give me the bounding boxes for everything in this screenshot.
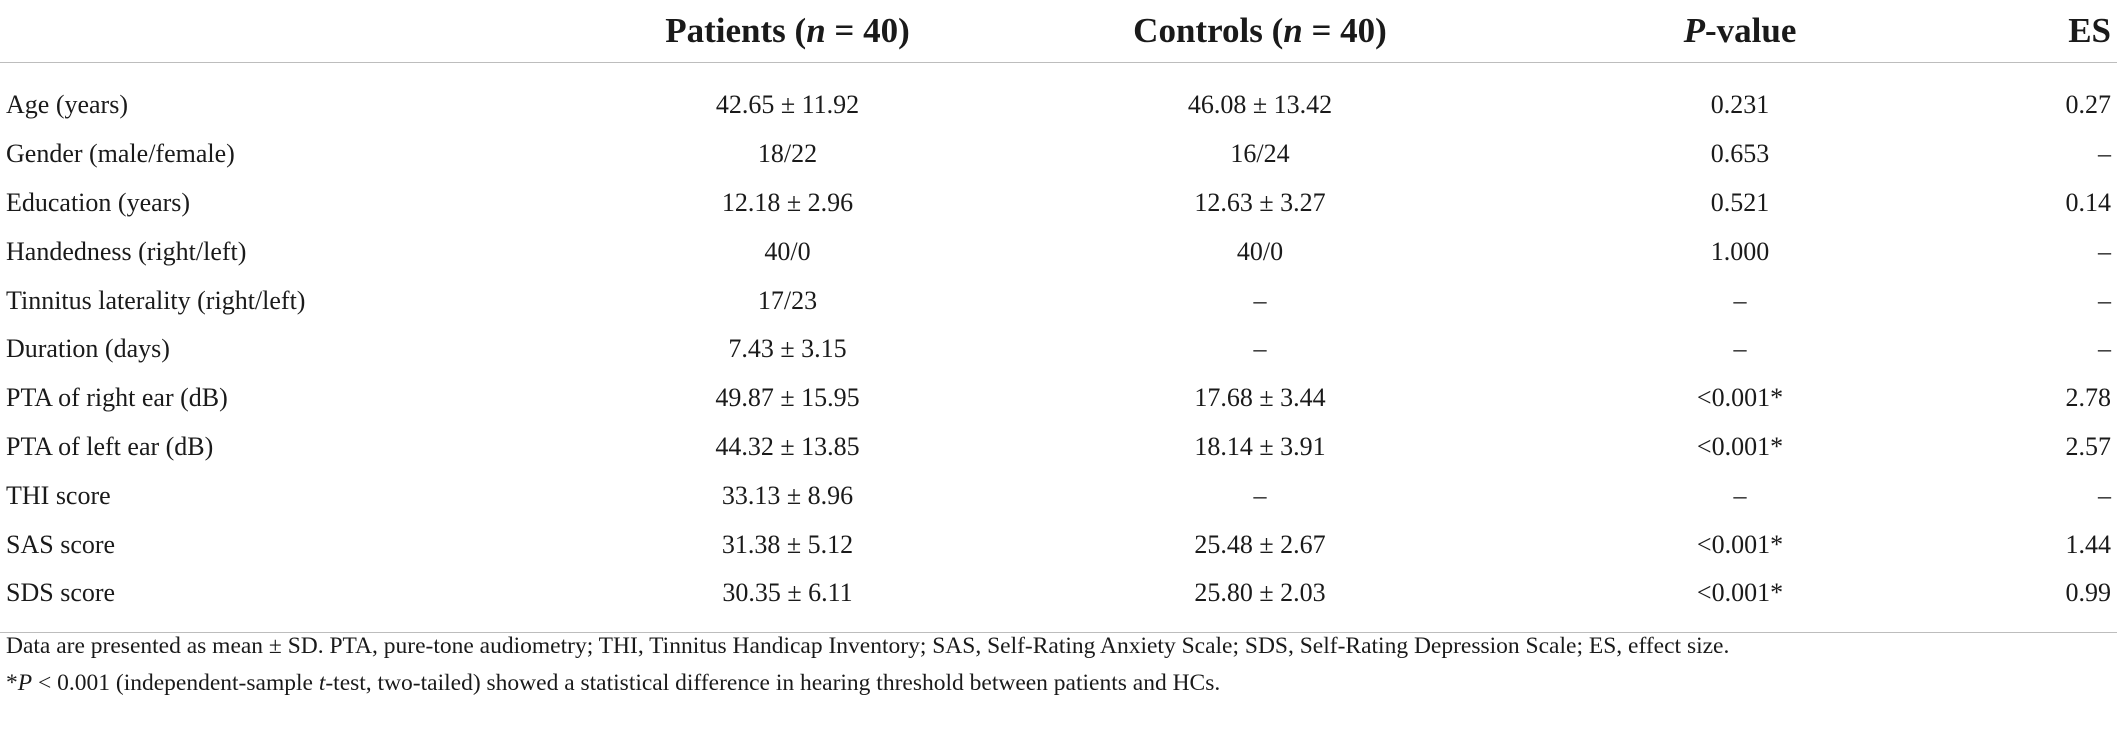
table-row — [0, 374, 2117, 423]
cell-pvalue: <0.001* — [1696, 431, 1784, 461]
table-row — [0, 81, 2117, 130]
table-row — [0, 227, 2117, 276]
cell-es: 0.99 — [2065, 578, 2111, 608]
table-row — [0, 325, 2117, 374]
header-variable — [0, 0, 560, 63]
cell-variable: Tinnitus laterality (right/left) — [6, 285, 306, 315]
cell-patients: 12.18 ± 2.96 — [721, 187, 854, 217]
cell-variable: Education (years) — [6, 187, 191, 217]
table-header — [0, 0, 2117, 63]
cell-variable: Duration (days) — [6, 334, 170, 364]
cell-patients: 49.87 ± 15.95 — [715, 383, 860, 413]
header-controls: Controls (n = 40) — [1015, 0, 1505, 63]
footnote-abbreviations: Data are presented as mean ± SD. PTA, pure-tone audiometry; THI, Tinnitus Handicap Inventory; SAS, Self-Rating Anxiety Scale; SDS, Self-Rating Depression Scale; ES, effect size. — [6, 633, 1730, 659]
table-body — [0, 63, 2117, 633]
table-row — [0, 276, 2117, 325]
table-row — [0, 520, 2117, 569]
cell-patients: 42.65 ± 11.92 — [715, 90, 860, 120]
cell-es: – — [2098, 236, 2111, 266]
cell-variable: PTA of right ear (dB) — [6, 383, 228, 413]
cell-patients: 44.32 ± 13.85 — [715, 431, 860, 461]
cell-es: – — [2098, 334, 2111, 364]
cell-controls: 12.63 ± 3.27 — [1194, 187, 1326, 217]
cell-patients: 18/22 — [757, 139, 818, 169]
cell-pvalue: 0.521 — [1710, 187, 1770, 217]
table-row — [0, 130, 2117, 179]
cell-es: – — [2098, 480, 2111, 510]
cell-controls: 25.80 ± 2.03 — [1194, 578, 1326, 608]
cell-patients: 40/0 — [764, 236, 811, 266]
cell-pvalue: 1.000 — [1710, 236, 1770, 266]
cell-es: 2.57 — [2065, 431, 2111, 461]
table-row — [0, 179, 2117, 228]
cell-patients: 31.38 ± 5.12 — [721, 529, 854, 559]
cell-es: 2.78 — [2065, 383, 2111, 413]
cell-variable: Gender (male/female) — [6, 139, 235, 169]
cell-pvalue: <0.001* — [1696, 529, 1784, 559]
cell-patients: 30.35 ± 6.11 — [722, 578, 853, 608]
table-spacer — [0, 63, 2117, 82]
cell-pvalue: 0.231 — [1710, 90, 1770, 120]
footnote-significance: *P < 0.001 (independent-sample t-test, two-tailed) showed a statistical difference in hearing threshold between patients and HCs. — [6, 670, 1221, 696]
table-row — [0, 423, 2117, 472]
header-row — [0, 0, 2117, 63]
cell-controls: 17.68 ± 3.44 — [1194, 383, 1326, 413]
cell-variable: SAS score — [6, 529, 116, 559]
header-pvalue: P-value — [1505, 0, 1975, 63]
cell-es: 1.44 — [2065, 529, 2111, 559]
cell-variable: PTA of left ear (dB) — [6, 431, 214, 461]
table-row — [0, 569, 2117, 618]
cell-controls: – — [1253, 480, 1267, 510]
cell-patients: 17/23 — [757, 285, 818, 315]
cell-controls: – — [1253, 334, 1267, 364]
cell-es: 0.27 — [2065, 90, 2111, 120]
table-row — [0, 471, 2117, 520]
cell-controls: 18.14 ± 3.91 — [1194, 431, 1326, 461]
cell-es: – — [2098, 285, 2111, 315]
cell-es: 0.14 — [2065, 187, 2111, 217]
cell-pvalue: – — [1733, 334, 1747, 364]
cell-controls: – — [1253, 285, 1267, 315]
table-footnotes — [6, 628, 2106, 702]
cell-controls: 46.08 ± 13.42 — [1187, 90, 1333, 120]
cell-variable: SDS score — [6, 578, 116, 608]
cell-controls: 16/24 — [1230, 139, 1290, 169]
cell-controls: 40/0 — [1236, 236, 1284, 266]
cell-pvalue: <0.001* — [1696, 383, 1784, 413]
cell-variable: Handedness (right/left) — [6, 236, 247, 266]
cell-es: – — [2098, 139, 2111, 169]
cell-variable: THI score — [6, 480, 111, 510]
cell-pvalue: – — [1733, 480, 1747, 510]
cell-variable: Age (years) — [6, 90, 128, 120]
cell-patients: 33.13 ± 8.96 — [721, 480, 854, 510]
cell-pvalue: 0.653 — [1710, 139, 1770, 169]
header-patients: Patients (n = 40) — [560, 0, 1015, 63]
cell-pvalue: <0.001* — [1696, 578, 1784, 608]
header-es: ES — [1975, 0, 2117, 63]
cell-pvalue: – — [1733, 285, 1747, 315]
cell-controls: 25.48 ± 2.67 — [1194, 529, 1326, 559]
cell-patients: 7.43 ± 3.15 — [728, 334, 847, 364]
